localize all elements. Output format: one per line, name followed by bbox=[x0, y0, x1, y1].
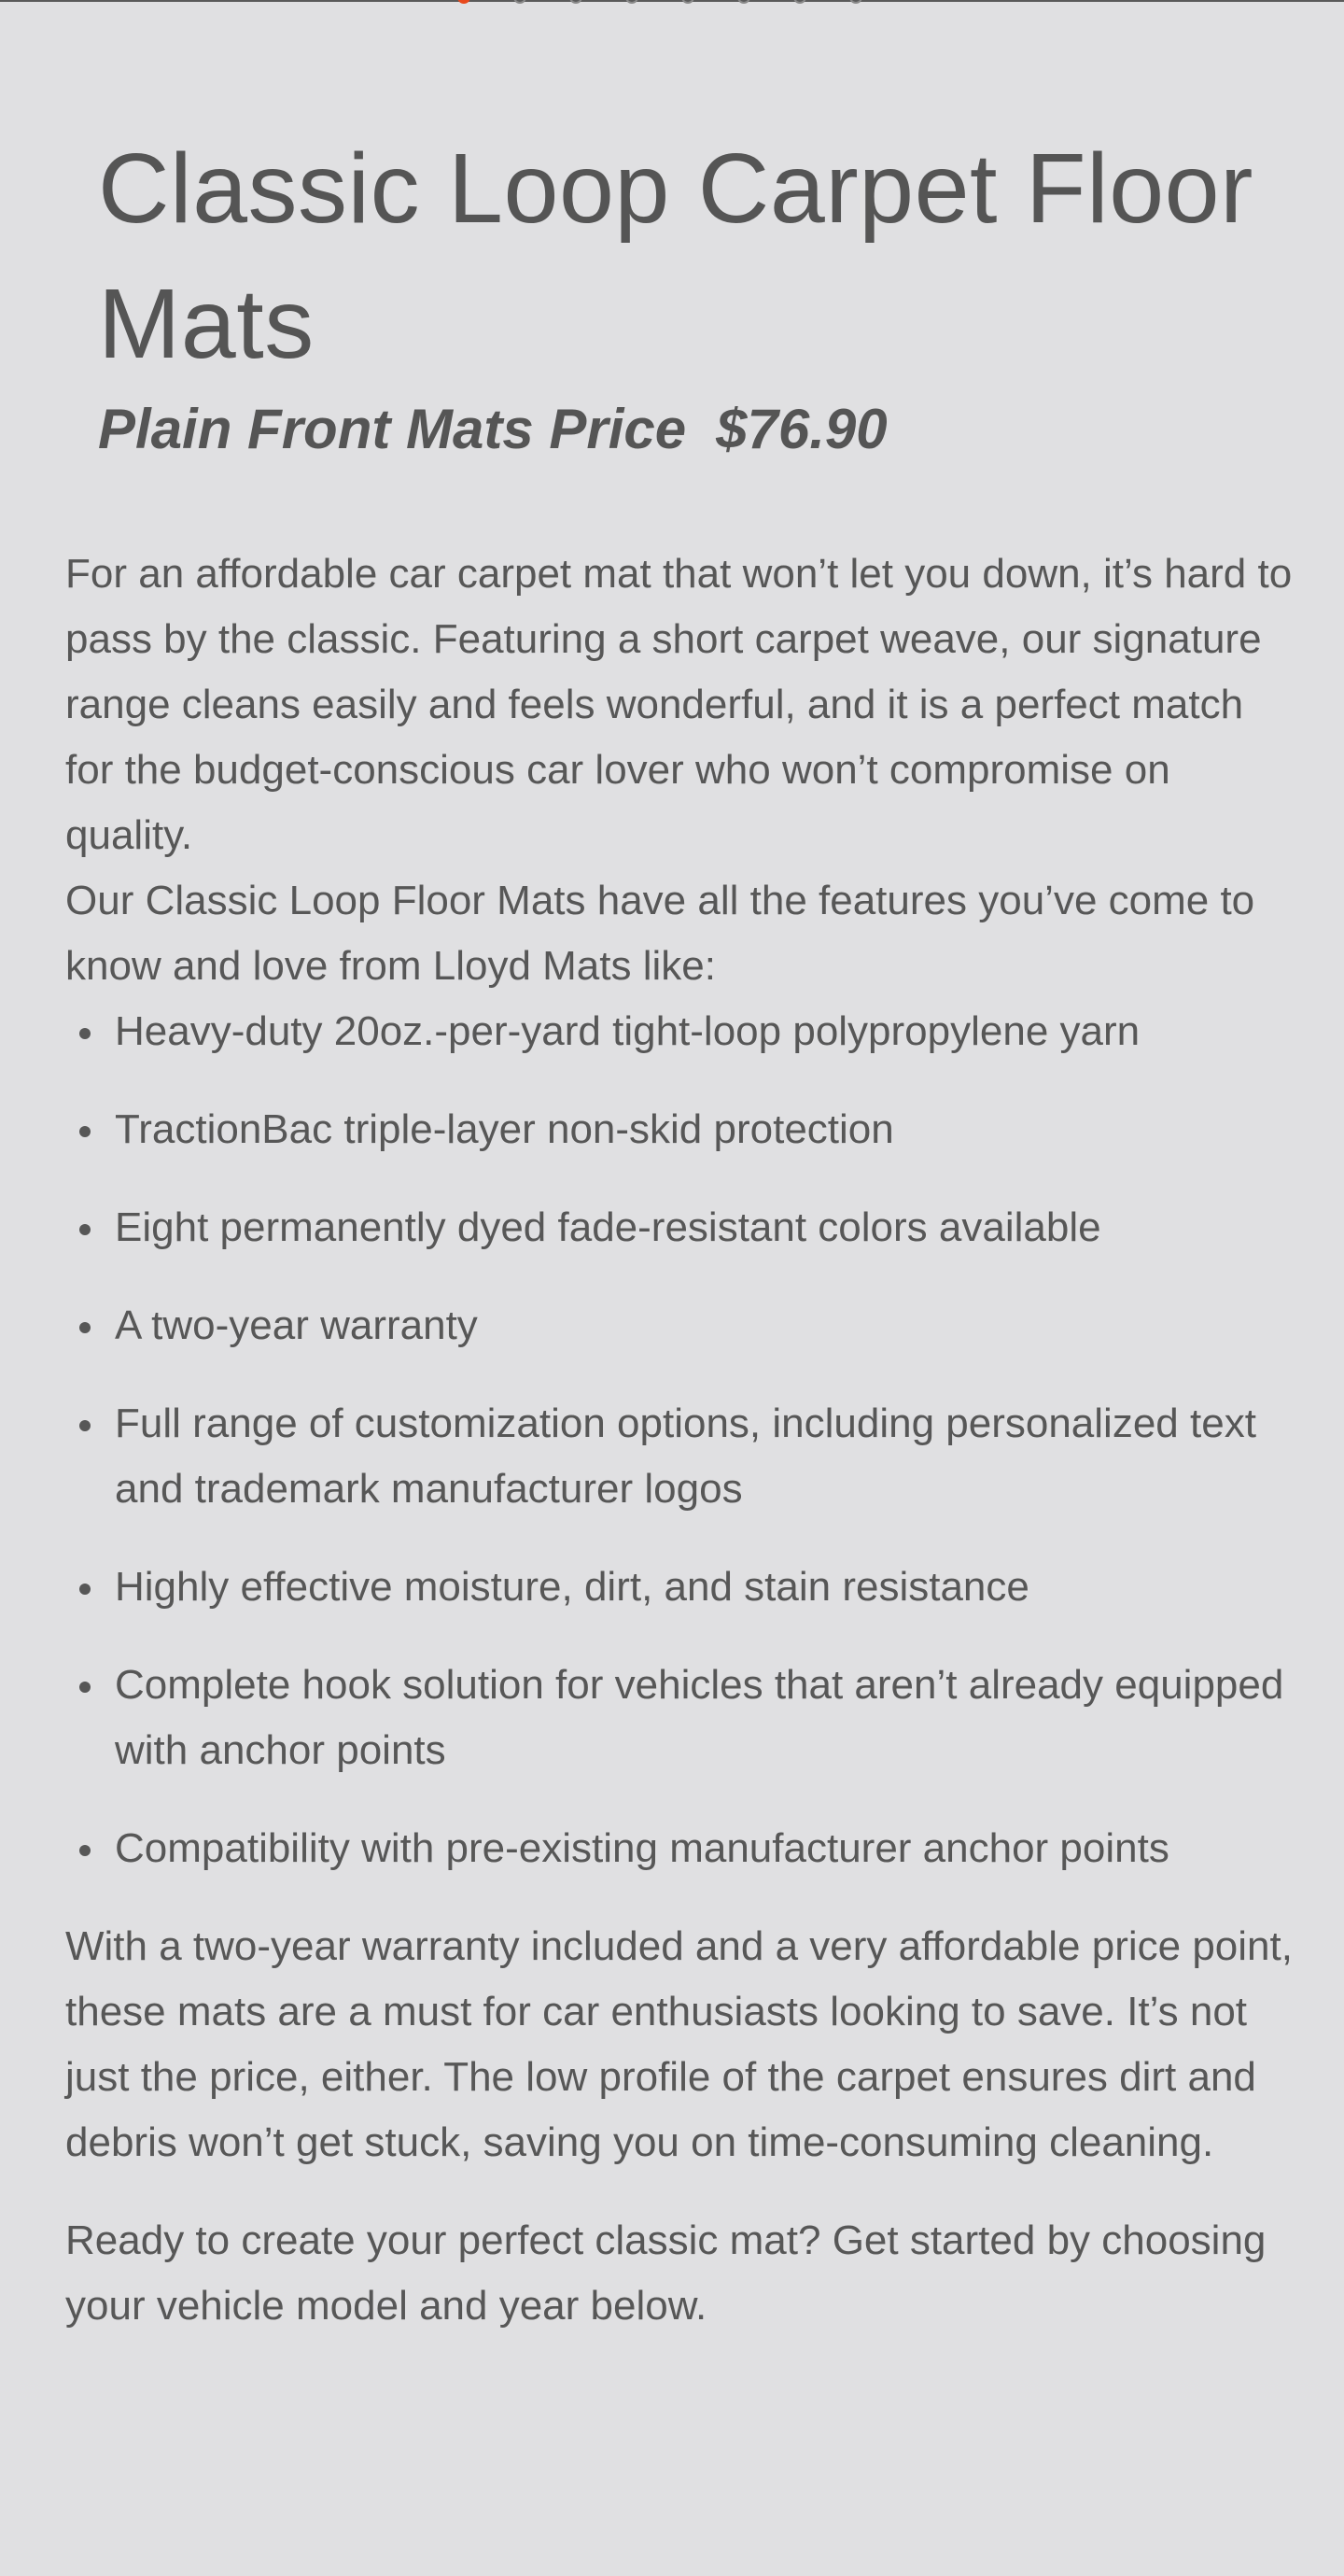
feature-list-item: A two-year warranty bbox=[65, 1293, 1297, 1358]
feature-list-item: Complete hook solution for vehicles that aren’t already equipped with anchor points bbox=[65, 1653, 1297, 1783]
feature-list-item: Heavy-duty 20oz.-per-yard tight-loop polypropylene yarn bbox=[65, 999, 1297, 1064]
price-label: Plain Front Mats Price bbox=[98, 398, 687, 460]
feature-list-item: Compatibility with pre-existing manufacturer anchor points bbox=[65, 1816, 1297, 1881]
feature-list-item: Eight permanently dyed fade-resistant colors available bbox=[65, 1195, 1297, 1260]
call-to-action-text: Ready to create your perfect classic mat? Get started by choosing your vehicle model and year below. bbox=[65, 2217, 1267, 2329]
carousel-dot-7[interactable] bbox=[793, 0, 806, 4]
feature-list-item: TractionBac triple-layer non-skid protection bbox=[65, 1097, 1297, 1162]
carousel-dot-6[interactable] bbox=[737, 0, 750, 4]
image-carousel-dots bbox=[457, 0, 862, 6]
feature-list bbox=[65, 999, 1297, 1881]
product-title: Classic Loop Carpet Floor Mats bbox=[98, 134, 1253, 379]
description-paragraph: For an affordable car carpet mat that won’t let you down, it’s hard to pass by the classic. Featuring a short carpet weave, our signature range cleans easily and feels wonderful, and it is a perfect match for the budget-conscious car lover who won’t compromise on quality. bbox=[65, 551, 1293, 858]
price-line bbox=[98, 392, 888, 467]
price-value: $76.90 bbox=[716, 398, 888, 460]
description-paragraph: Our Classic Loop Floor Mats have all the features you’ve come to know and love from Lloyd Mats like: bbox=[65, 878, 1255, 989]
feature-list-item: Highly effective moisture, dirt, and stain resistance bbox=[65, 1555, 1297, 1620]
feature-list-item: Full range of customization options, including personalized text and trademark manufacturer logos bbox=[65, 1391, 1297, 1522]
carousel-dot-8[interactable] bbox=[849, 0, 862, 4]
carousel-dot-4[interactable] bbox=[625, 0, 638, 4]
carousel-dot-3[interactable] bbox=[569, 0, 582, 4]
carousel-dot-2[interactable] bbox=[513, 0, 526, 4]
description-paragraph: With a two-year warranty included and a very affordable price point, these mats are a must for car enthusiasts looking to save. It’s not just the price, either. The low profile of the carpet ensures dirt and debris won’t get stuck, saving you on time-consuming cleaning. bbox=[65, 1923, 1293, 2165]
product-description bbox=[65, 542, 1297, 2339]
carousel-dot-1[interactable] bbox=[457, 0, 470, 4]
carousel-dot-5[interactable] bbox=[681, 0, 694, 4]
